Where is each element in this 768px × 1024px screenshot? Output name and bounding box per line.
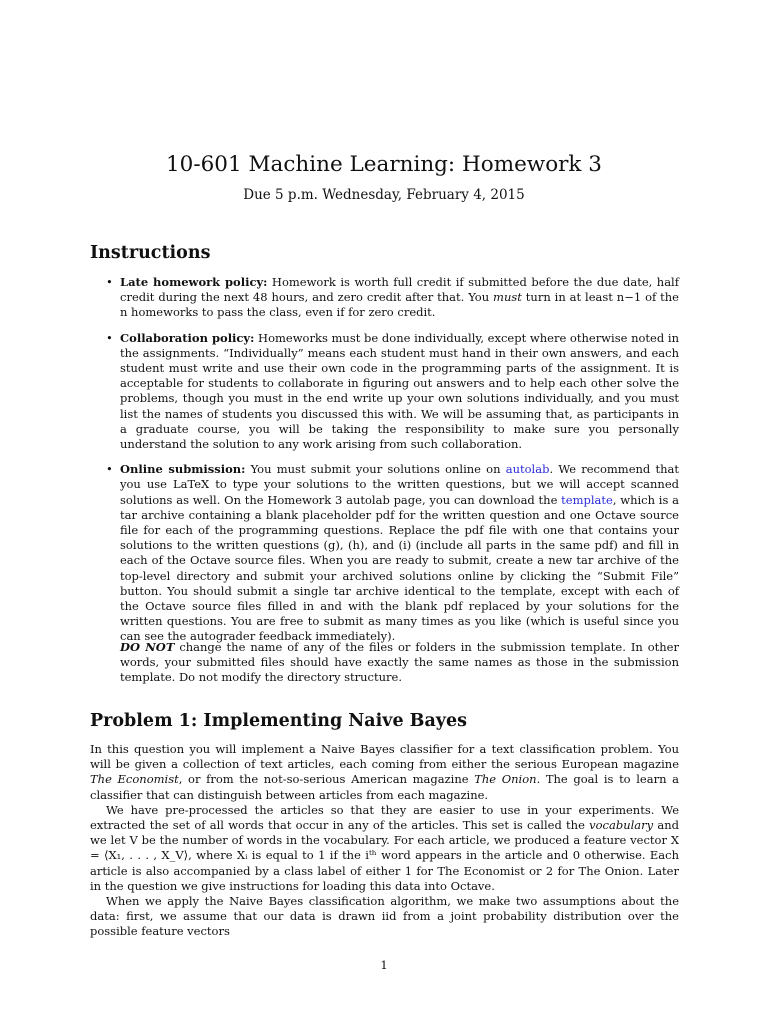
- onion-title: The Onion: [474, 772, 537, 787]
- late-policy-label: Late homework policy:: [120, 275, 268, 289]
- problem1-paragraph-3: When we apply the Naive Bayes classification algorithm, we make two assumptions about the data: first, we assume that our data is drawn iid from a joint probability distribution over the possible feature vectors: [90, 894, 679, 939]
- autolab-link[interactable]: autolab: [505, 462, 550, 477]
- problem1-paragraph-2: We have pre-processed the articles so that they are easier to use in your experiments. We extracted the set of all words that occur in any of the articles. This set is called the vocabulary and we let V be the number of words in the vocabulary. For each article, we produced a feature vector X = ⟨X₁, . . . , X_V⟩, where Xᵢ is equal to 1 if the iᵗʰ word appears in the article and 0 otherwise. Each article is also accompanied by a class label of either 1 for The Economist or 2 for The Onion. Later in the question we give instructions for loading this data into Octave.: [90, 802, 679, 893]
- do-not-emphasis: DO NOT: [120, 640, 175, 654]
- late-policy-text: Homework is worth full credit if submitted before the due date, half credit during the next 48 hours, and zero credit after that. You: [120, 275, 679, 305]
- economist-title: The Economist: [90, 772, 179, 787]
- collab-policy-label: Collaboration policy:: [120, 330, 255, 345]
- online-submission-text-3: , which is a tar archive containing a blank placeholder pdf for the written question and one Octave source file for each of the programming questions. Replace the pdf file with one that contains your solutions to the written questions (g), (h), and (i) (include all parts in the same pdf) and fill in each of the Octave source files. When you are ready to submit, create a new tar archive of the top-level directory and submit your archived solutions online by clicking the “Submit File” button. You should submit a single tar archive identical to the template, except with each of the Octave source files filled in and with the blank pdf replaced by your solutions for the written questions. You are free to submit as many times as you like (which is useful since you can see the autograder feedback immediately).: [120, 492, 679, 644]
- late-policy-text-end: turn in at least n−1 of the n homeworks to pass the class, even if for zero credit.: [120, 290, 679, 320]
- online-submission-text-2: . We recommend that you use LaTeX to type your solutions to the written questions, but we will accept scanned solutions as well. On the Homework 3 autolab page, you can download the: [120, 462, 679, 507]
- collab-policy-text: Homeworks must be done individually, except where otherwise noted in the assignments. “Individually” means each student must hand in their own answers, and each student must write and use their own code in the programming parts of the assignment. It is acceptable for students to collaborate in figuring out answers and to help each other solve the problems, though you must in the end write up your own solutions individually, and you must list the names of students you discussed this with. We will be assuming that, as participants in a graduate course, you will be taking the responsibility to make sure you personally understand the solution to any work arising from such collaboration.: [120, 330, 679, 452]
- list-item-late-policy: [103, 275, 679, 321]
- due-date: Due 5 p.m. Wednesday, February 4, 2015: [243, 187, 525, 203]
- must-emphasis: must: [493, 290, 522, 305]
- page-title: 10-601 Machine Learning: Homework 3: [166, 152, 602, 177]
- online-submission-text: You must submit your solutions online on: [245, 462, 506, 477]
- page-number: 1: [380, 958, 388, 972]
- do-not-text: change the name of any of the files or folders in the submission template. In other words, your submitted files should have exactly the same names as those in the submission template. Do not modify the directory structure.: [120, 640, 679, 685]
- online-submission-label: Online submission:: [120, 462, 246, 477]
- template-link[interactable]: template: [561, 492, 613, 507]
- list-item-collab-policy: [103, 331, 679, 453]
- problem1-body: [90, 742, 679, 940]
- bullet-icon: •: [106, 462, 113, 477]
- bullet-icon: •: [106, 330, 113, 345]
- do-not-note: [120, 640, 679, 686]
- list-item-online-submission: [103, 462, 679, 644]
- instructions-heading: Instructions: [90, 243, 211, 263]
- problem1-heading: Problem 1: Implementing Naive Bayes: [90, 711, 467, 731]
- bullet-icon: •: [106, 275, 113, 289]
- vocabulary-term: vocabulary: [589, 818, 654, 833]
- problem1-paragraph-1: In this question you will implement a Naive Bayes classifier for a text classification problem. You will be given a collection of text articles, each coming from either the serious European magazine The Economist, or from the not-so-serious American magazine The Onion. The goal is to learn a classifier that can distinguish between articles from each magazine.: [90, 742, 679, 802]
- instructions-list: [103, 275, 679, 655]
